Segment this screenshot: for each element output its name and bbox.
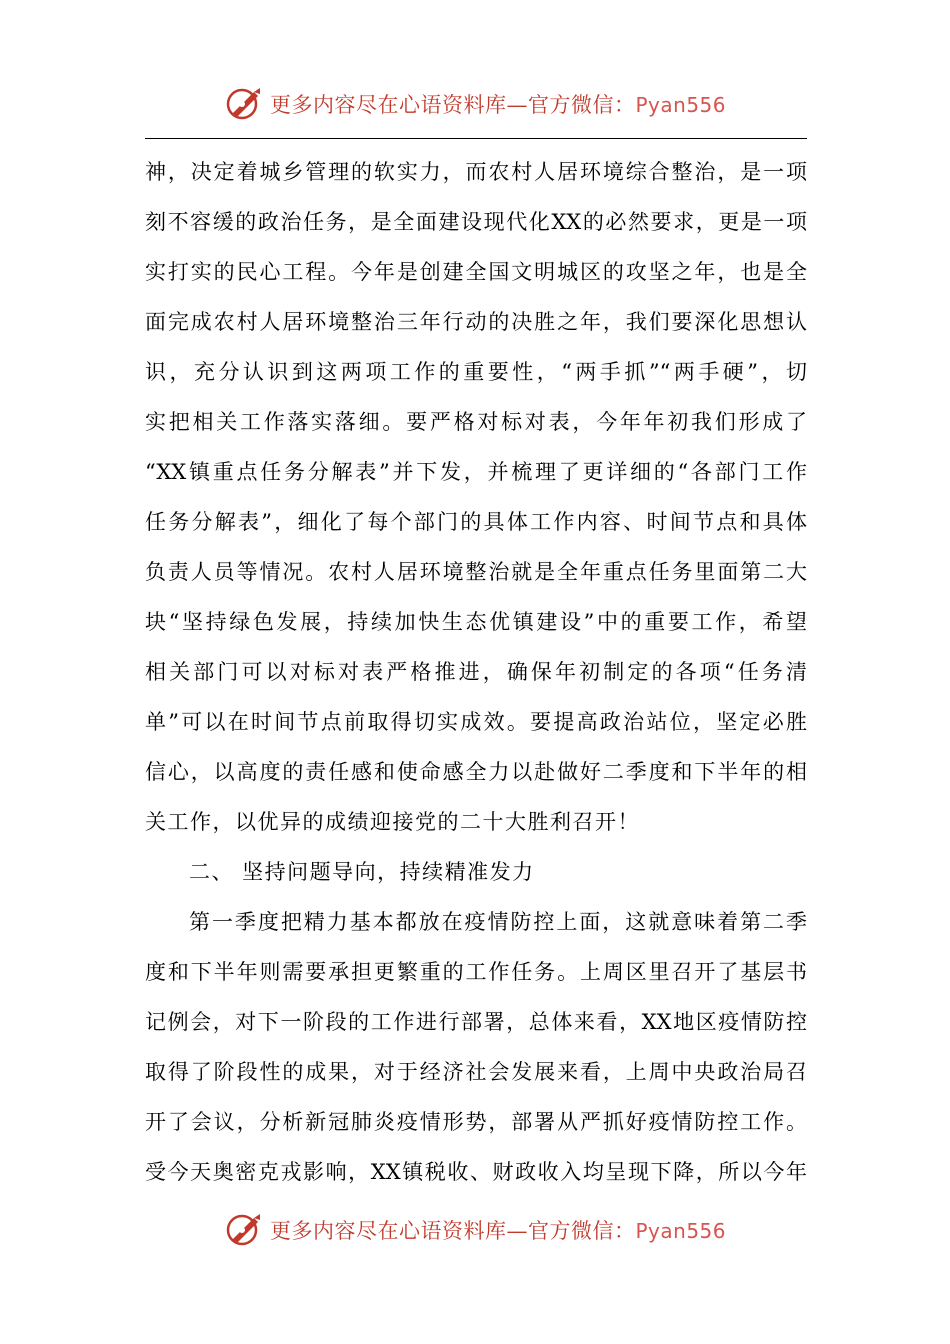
text-line: 开了会议，分析新冠肺炎疫情形势，部署从严抓好疫情防控工作。 (145, 1110, 807, 1134)
text-line: 信心，以高度的责任感和使命感全力以赴做好二季度和下半年的相 (145, 760, 807, 784)
text-line: 任务分解表”，细化了每个部门的具体工作内容、时间节点和具体 (145, 510, 807, 534)
pen-nib-circle-icon (224, 1210, 264, 1250)
text-line: 面完成农村人居环境整治三年行动的决胜之年，我们要深化思想认 (145, 310, 807, 334)
text-line: 识，充分认识到这两项工作的重要性，“两手抓”“两手硬”，切 (145, 360, 807, 384)
document-body (145, 147, 807, 1197)
footer-wechat-id: Pyan556 (635, 1219, 726, 1243)
pen-nib-circle-icon (224, 84, 264, 124)
footer-banner-text: 更多内容尽在心语资料库—官方微信：Pyan556 (269, 1219, 726, 1243)
header-wechat-id: Pyan556 (635, 93, 726, 117)
text-line: 实打实的民心工程。今年是创建全国文明城区的攻坚之年，也是全 (145, 260, 807, 284)
text-line: 记例会，对下一阶段的工作进行部署，总体来看，XX地区疫情防控 (145, 1010, 807, 1034)
text-line: 实把相关工作落实落细。要严格对标对表，今年年初我们形成了 (145, 410, 807, 434)
text-line: 刻不容缓的政治任务，是全面建设现代化XX的必然要求，更是一项 (145, 210, 807, 234)
header-divider (145, 138, 807, 139)
text-line: “XX镇重点任务分解表”并下发，并梳理了更详细的“各部门工作 (145, 460, 807, 484)
text-line: 相关部门可以对标对表严格推进，确保年初制定的各项“任务清 (145, 660, 807, 684)
header-banner-text: 更多内容尽在心语资料库—官方微信：Pyan556 (269, 93, 726, 117)
text-line: 度和下半年则需要承担更繁重的工作任务。上周区里召开了基层书 (145, 960, 807, 984)
text-line: 取得了阶段性的成果，对于经济社会发展来看，上周中央政治局召 (145, 1060, 807, 1084)
text-line: 关工作，以优异的成绩迎接党的二十大胜利召开！ (145, 810, 640, 834)
text-line: 神，决定着城乡管理的软实力，而农村人居环境综合整治，是一项 (145, 160, 807, 184)
text-line: 单”可以在时间节点前取得切实成效。要提高政治站位，坚定必胜 (145, 710, 807, 734)
text-line: 负责人员等情况。农村人居环境整治就是全年重点任务里面第二大 (145, 560, 807, 584)
text-line: 受今天奥密克戎影响，XX镇税收、财政收入均呈现下降，所以今年 (145, 1160, 807, 1184)
text-line: 第一季度把精力基本都放在疫情防控上面，这就意味着第二季 (189, 910, 807, 934)
text-line: 块“坚持绿色发展，持续加快生态优镇建设”中的重要工作，希望 (145, 610, 807, 634)
footer-banner (0, 1208, 950, 1252)
section-heading: 二、 坚持问题导向，持续精准发力 (189, 860, 535, 884)
header-banner (0, 82, 950, 126)
